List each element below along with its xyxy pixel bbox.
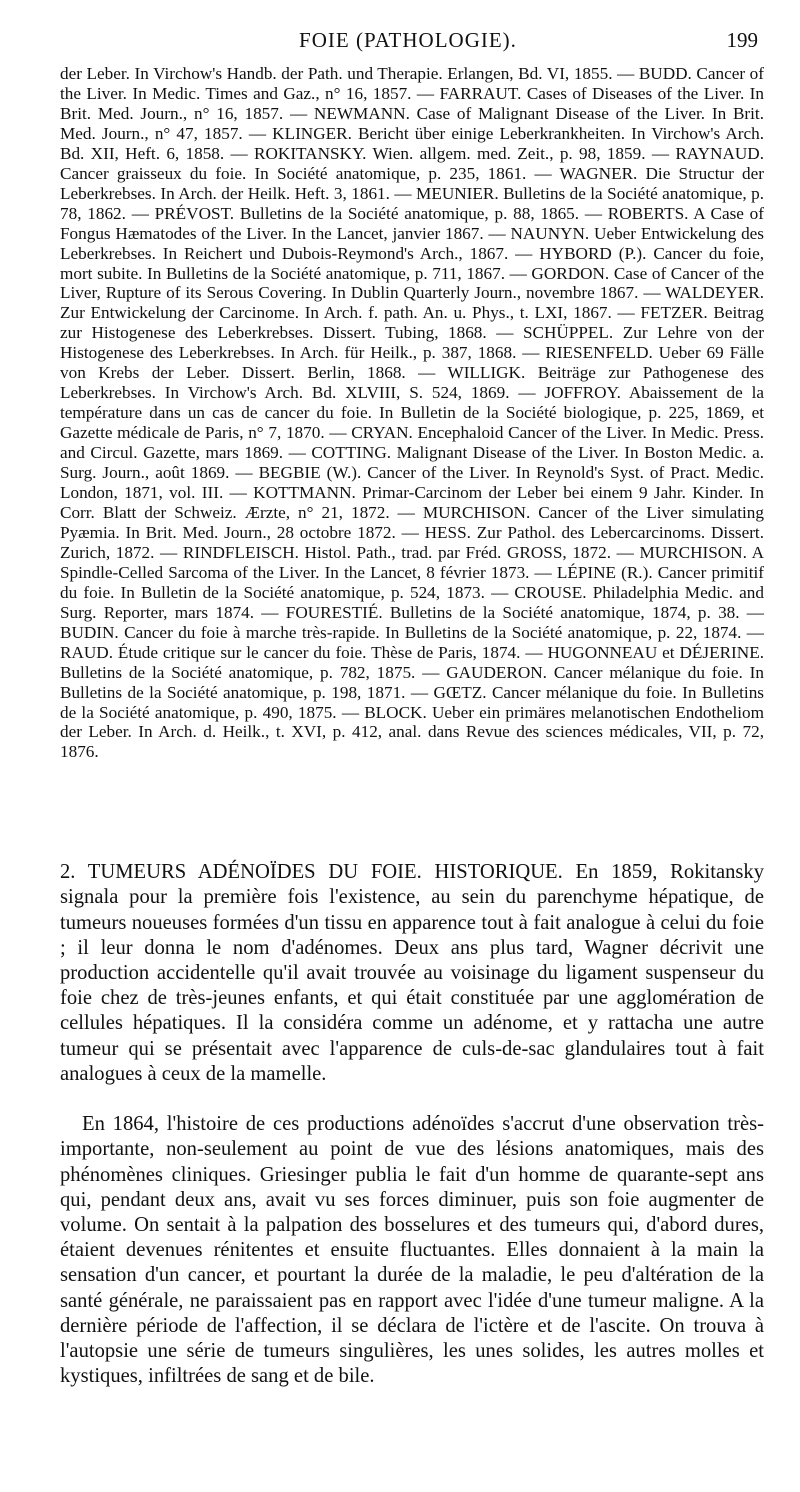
page-header xyxy=(58,28,758,58)
bibliography-block: der Leber. In Virchow's Handb. der Path. und Therapie. Erlangen, Bd. VI, 1855. — BUDD. Cancer of the Liver. In Medic. Times and Gaz., n° 16, 1857. — FARRAUT. Cases of Diseases of the Liver. In Brit. Med. Journ., n° 16, 1857. — NEWMANN. Case of Malignant Disease of the Liver. In Brit. Med. Journ., n° 47, 1857. — KLINGER. Bericht über einige Leberkrankheiten. In Virchow's Arch. Bd. XII, Heft. 6, 1858. — ROKITANSKY. Wien. allgem. med. Zeit., p. 98, 1859. — RAYNAUD. Cancer graisseux du foie. In Société anatomique, p. 235, 1861. — WAGNER. Die Structur der Leberkrebses. In Arch. der Heilk. Heft. 3, 1861. — MEUNIER. Bulletins de la Société anatomique, p. 78, 1862. — PRÉVOST. Bulletins de la Société anatomique, p. 88, 1865. — ROBERTS. A Case of Fongus Hæmatodes of the Liver. In the Lancet, janvier 1867. — NAUNYN. Ueber Entwickelung des Leberkrebses. In Reichert und Dubois-Reymond's Arch., 1867. — HYBORD (P.). Cancer du foie, mort subite. In Bulletins de la Société anatomique, p. 711, 1867. — GORDON. Case of Cancer of the Liver, Rupture of its Serous Covering. In Dublin Quarterly Journ., novembre 1867. — WALDEYER. Zur Entwickelung der Carcinome. In Arch. f. path. An. u. Phys., t. LXI, 1867. — FETZER. Beitrag zur Histogenese des Leberkrebses. Dissert. Tubing, 1868. — SCHÜPPEL. Zur Lehre von der Histogenese des Leberkrebses. In Arch. für Heilk., p. 387, 1868. — RIESENFELD. Ueber 69 Fälle von Krebs der Leber. Dissert. Berlin, 1868. — WILLIGK. Beiträge zur Pathogenese des Leberkrebses. In Virchow's Arch. Bd. XLVIII, S. 524, 1869. — JOFFROY. Abaissement de la température dans un cas de cancer du foie. In Bulletin de la Société biologique, p. 225, 1869, et Gazette médicale de Paris, n° 7, 1870. — CRYAN. Encephaloid Cancer of the Liver. In Medic. Press. and Circul. Gazette, mars 1869. — COTTING. Malignant Disease of the Liver. In Boston Medic. a. Surg. Journ., août 1869. — BEGBIE (W.). Cancer of the Liver. In Reynold's Syst. of Pract. Medic. London, 1871, vol. III. — KOTTMANN. Primar-Carcinom der Leber bei einem 9 Jahr. Kinder. In Corr. Blatt der Schweiz. Ærzte, n° 21, 1872. — MURCHISON. Cancer of the Liver simulating Pyæmia. In Brit. Med. Journ., 28 octobre 1872. — HESS. Zur Pathol. des Lebercarcinoms. Dissert. Zurich, 1872. — RINDFLEISCH. Histol. Path., trad. par Fréd. GROSS, 1872. — MURCHISON. A Spindle-Celled Sarcoma of the Liver. In the Lancet, 8 février 1873. — LÉPINE (R.). Cancer primitif du foie. In Bulletin de la Société anatomique, p. 524, 1873. — CROUSE. Philadelphia Medic. and Surg. Reporter, mars 1874. — FOURESTIÉ. Bulletins de la Société anatomique, 1874, p. 38. — BUDIN. Cancer du foie à marche très-rapide. In Bulletins de la Société anatomique, p. 22, 1874. — RAUD. Étude critique sur le cancer du foie. Thèse de Paris, 1874. — HUGONNEAU et DÉJERINE. Bulletins de la Société anatomique, p. 782, 1875. — GAUDERON. Cancer mélanique du foie. In Bulletins de la Société anatomique, p. 198, 1871. — GŒTZ. Cancer mélanique du foie. In Bulletins de la Société anatomique, p. 490, 1875. — BLOCK. Ueber ein primäres melanotischen Endotheliom der Leber. In Arch. d. Heilk., t. XVI, p. 412, anal. dans Revue des sciences médicales, VII, p. 72, 1876. xyxy=(60,64,764,762)
paragraph-griesinger: En 1864, l'histoire de ces productions adénoïdes s'accrut d'une observation très-importante, non-seulement au point de vue des lésions anatomiques, mais des phénomènes cliniques. Griesinger publia le fait d'un homme de quarante-sept ans qui, pendant deux ans, avait vu ses forces diminuer, puis son foie augmenter de volume. On sentait à la palpation des bosselures et des tumeurs qui, d'abord dures, étaient devenues rénitentes et ensuite fluctuantes. Elles donnaient à la main la sensation d'un cancer, et pourtant la durée de la maladie, le peu d'altération de la santé générale, ne paraissaient pas en rapport avec l'idée d'une tumeur maligne. A la dernière période de l'affection, il se déclara de l'ictère et de l'ascite. On trouva à l'autopsie une série de tumeurs singulières, les unes solides, les autres molles et kystiques, infiltrées de sang et de bile. xyxy=(60,1113,764,1388)
running-title: FOIE (PATHOLOGIE). xyxy=(299,28,517,52)
section-adenoid-tumors xyxy=(60,835,764,1415)
paragraph-historique: 2. TUMEURS ADÉNOÏDES DU FOIE. HISTORIQUE. En 1859, Rokitansky signala pour la première fois l'existence, au sein du parenchyme hépatique, de tumeurs noueuses formées d'un tissu en apparence tout à fait analogue à celui du foie ; il leur donna le nom d'adénomes. Deux ans plus tard, Wagner décrivit une production accidentelle qu'il avait trouvée au voisinage du ligament suspenseur du foie chez de très-jeunes enfants, et qui était constituée par une agglomération de cellules hépatiques. Il la considéra comme un adénome, et y rattacha une autre tumeur qui se présentait avec l'apparence de culs-de-sac glandulaires tout à fait analogues à ceux de la mamelle. xyxy=(60,861,764,1085)
page-number: 199 xyxy=(726,28,758,52)
